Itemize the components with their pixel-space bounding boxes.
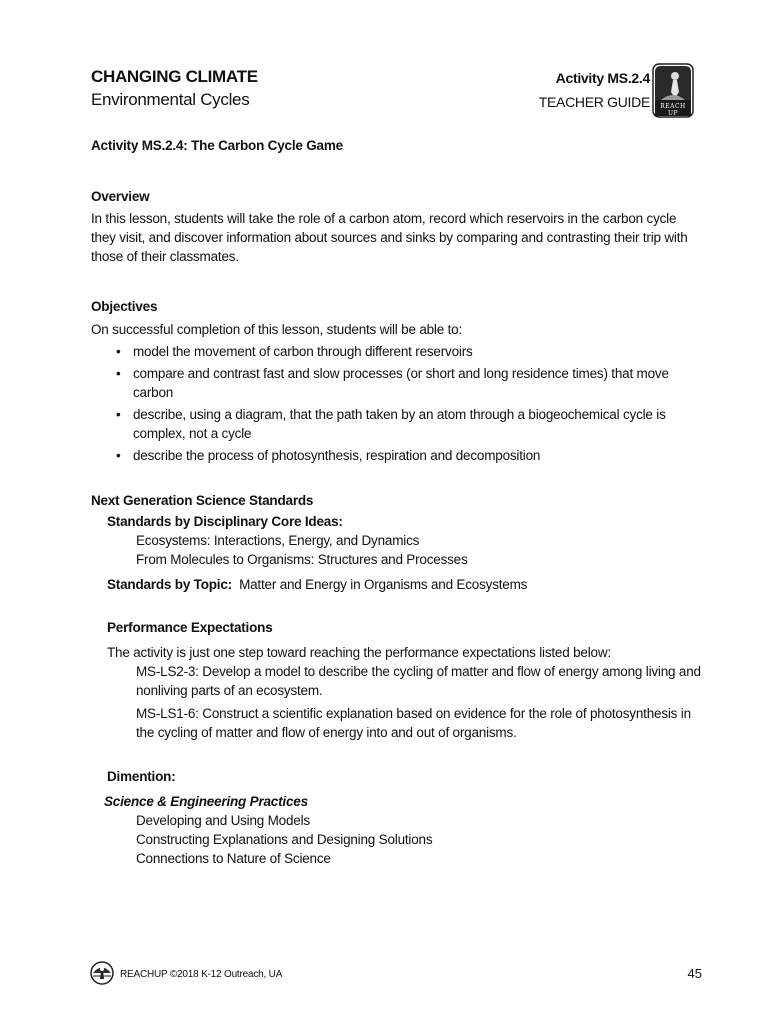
svg-text:UP: UP: [667, 110, 679, 117]
dci-item: From Molecules to Organisms: Structures and Processes: [136, 552, 468, 567]
pe-heading: Performance Expectations: [107, 620, 273, 635]
main-content: [91, 136, 701, 868]
list-item: • compare and contrast fast and slow processes (or short and long residence times) that move carbon: [116, 366, 669, 400]
topic-line: [91, 575, 701, 594]
list-item: • model the movement of carbon through different reservoirs: [116, 344, 473, 359]
pe-item: MS-LS2-3: Develop a model to describe the cycling of matter and flow of energy among living and nonliving parts of an ecosystem.: [136, 664, 701, 698]
objectives-intro: On successful completion of this lesson, students will be able to:: [91, 322, 462, 337]
dci-heading: Standards by Disciplinary Core Ideas:: [107, 514, 343, 529]
course-title: CHANGING CLIMATE: [91, 67, 258, 86]
sep-item: Constructing Explanations and Designing Solutions: [136, 832, 433, 847]
reach-up-footer-icon: [90, 960, 114, 986]
topic-label: Standards by Topic:: [107, 577, 232, 592]
dimention-heading: Dimention:: [107, 769, 176, 784]
overview-text: In this lesson, students will take the role of a carbon atom, record which reservoirs in the carbon cycle they visit, and discover information about sources and sinks by comparing and contrasting their trip with those of their classmates.: [91, 211, 688, 264]
ngss-heading: Next Generation Science Standards: [91, 493, 314, 508]
header-right: [539, 68, 650, 112]
guide-label: TEACHER GUIDE: [538, 94, 650, 110]
reach-up-logo: [651, 62, 695, 119]
objectives-list: [91, 342, 701, 465]
footer-text: REACHUP ©2018 K-12 Outreach, UA: [120, 969, 283, 980]
page-footer: [90, 960, 702, 990]
overview-heading: Overview: [91, 189, 150, 204]
objectives-heading: Objectives: [91, 299, 158, 314]
activity-title: Activity MS.2.4: The Carbon Cycle Game: [91, 138, 343, 153]
pe-intro: The activity is just one step toward reaching the performance expectations listed below:: [107, 645, 611, 660]
sep-heading: Science & Engineering Practices: [104, 794, 308, 809]
sep-item: Developing and Using Models: [136, 813, 310, 828]
topic-value: Matter and Energy in Organisms and Ecosystems: [239, 577, 528, 592]
page-number: 45: [687, 966, 702, 981]
header-left: [91, 66, 258, 111]
svg-text:REACH: REACH: [660, 103, 686, 110]
course-subtitle: Environmental Cycles: [91, 90, 250, 109]
list-item: • describe, using a diagram, that the path taken by an atom through a biogeochemical cycle is complex, not a cycle: [116, 407, 666, 441]
activity-number: Activity MS.2.4: [555, 70, 650, 86]
pe-item: MS-LS1-6: Construct a scientific explanation based on evidence for the role of photosynthesis in the cycling of matter and flow of energy into and out of organisms.: [136, 706, 691, 740]
dci-item: Ecosystems: Interactions, Energy, and Dynamics: [136, 533, 420, 548]
sep-item: Connections to Nature of Science: [136, 851, 331, 866]
list-item: • describe the process of photosynthesis, respiration and decomposition: [116, 448, 541, 463]
